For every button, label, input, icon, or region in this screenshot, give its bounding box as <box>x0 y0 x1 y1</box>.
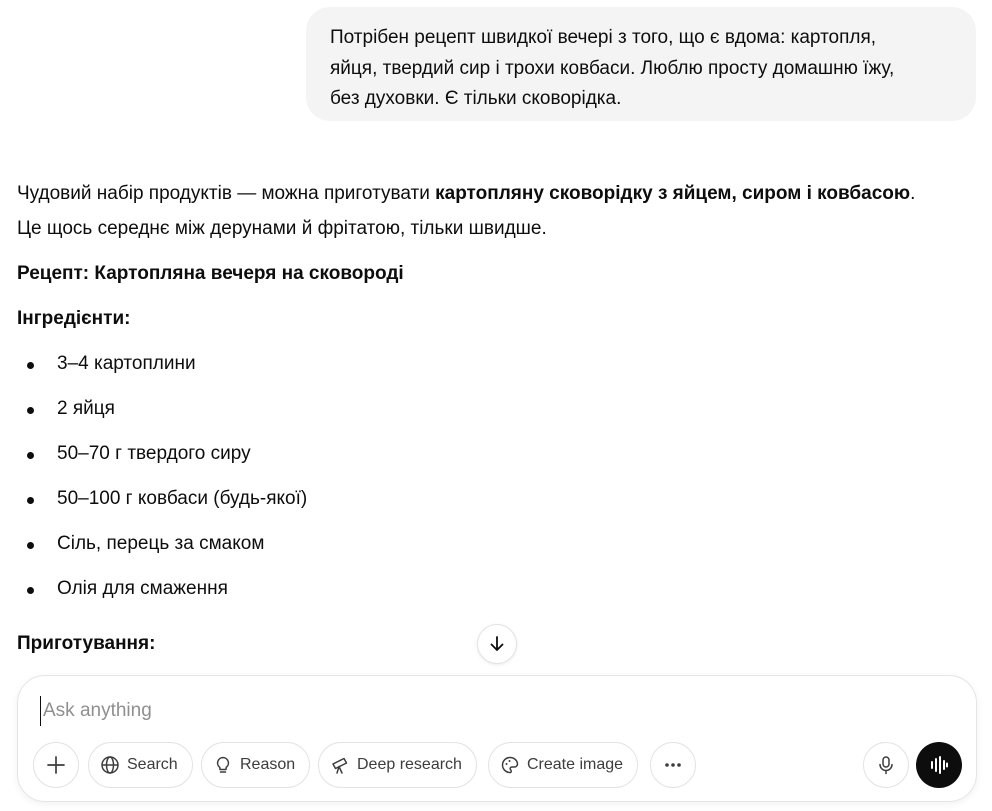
bullet-dot <box>27 497 34 504</box>
ingredient-text: 3–4 картоплини <box>57 353 196 374</box>
intro-paragraph-line2: Це щось середнє між дерунами й фрітатою, тільки швидше. <box>17 218 547 239</box>
intro-highlight: картопляну сковорідку з яйцем, сиром і ковбасою <box>435 183 911 204</box>
preparation-heading: Приготування: <box>17 633 156 654</box>
composer <box>17 675 977 802</box>
intro-paragraph <box>17 183 915 205</box>
bullet-dot <box>27 542 34 549</box>
intro-text: Чудовий набір продуктів — можна приготувати <box>17 183 436 204</box>
dictate-button[interactable] <box>863 742 909 788</box>
deep-research-button[interactable] <box>318 742 477 788</box>
voice-mode-button[interactable] <box>916 742 962 788</box>
search-button-label: Search <box>127 756 178 773</box>
ingredient-text: 2 яйця <box>57 398 115 419</box>
user-message-line: Потрібен рецепт швидкої вечері з того, що є вдома: картопля, <box>330 27 877 48</box>
user-message-line: яйця, твердий сир і трохи ковбаси. Люблю просту домашню їжу, <box>330 57 895 79</box>
lightbulb-icon <box>213 755 233 775</box>
ingredient-text: 50–70 г твердого сиру <box>57 443 251 464</box>
create-image-button[interactable] <box>488 742 638 788</box>
microphone-icon <box>876 755 896 775</box>
globe-icon <box>100 755 120 775</box>
user-message-line: без духовки. Є тільки сковорідка. <box>330 88 622 109</box>
reason-button[interactable] <box>201 742 310 788</box>
create-image-button-label: Create image <box>527 756 624 773</box>
arrow-down-icon <box>487 634 507 654</box>
ingredient-text: Олія для смаження <box>57 578 228 599</box>
search-button[interactable] <box>88 742 193 788</box>
ingredient-text: 50–100 г ковбаси (будь-якої) <box>57 488 308 509</box>
ellipsis-icon <box>662 754 684 776</box>
scroll-to-bottom-button[interactable] <box>477 624 517 664</box>
deep-research-button-label: Deep research <box>357 756 462 773</box>
reason-button-label: Reason <box>240 756 296 773</box>
add-attachment-button[interactable] <box>33 742 79 788</box>
more-tools-button[interactable] <box>650 742 696 788</box>
bullet-dot <box>27 587 34 594</box>
bullet-dot <box>27 407 34 414</box>
ingredients-heading: Інгредієнти: <box>17 308 131 329</box>
user-message-bubble <box>306 7 976 121</box>
intro-text-end: . <box>910 183 916 204</box>
recipe-title: Рецепт: Картопляна вечеря на сковороді <box>17 263 404 284</box>
message-input[interactable]: Ask anything <box>40 696 840 726</box>
voice-wave-icon <box>928 754 950 776</box>
palette-icon <box>500 755 520 775</box>
telescope-icon <box>330 755 350 775</box>
plus-icon <box>45 754 67 776</box>
bullet-dot <box>27 362 34 369</box>
bullet-dot <box>27 452 34 459</box>
ingredient-text: Сіль, перець за смаком <box>57 533 265 554</box>
